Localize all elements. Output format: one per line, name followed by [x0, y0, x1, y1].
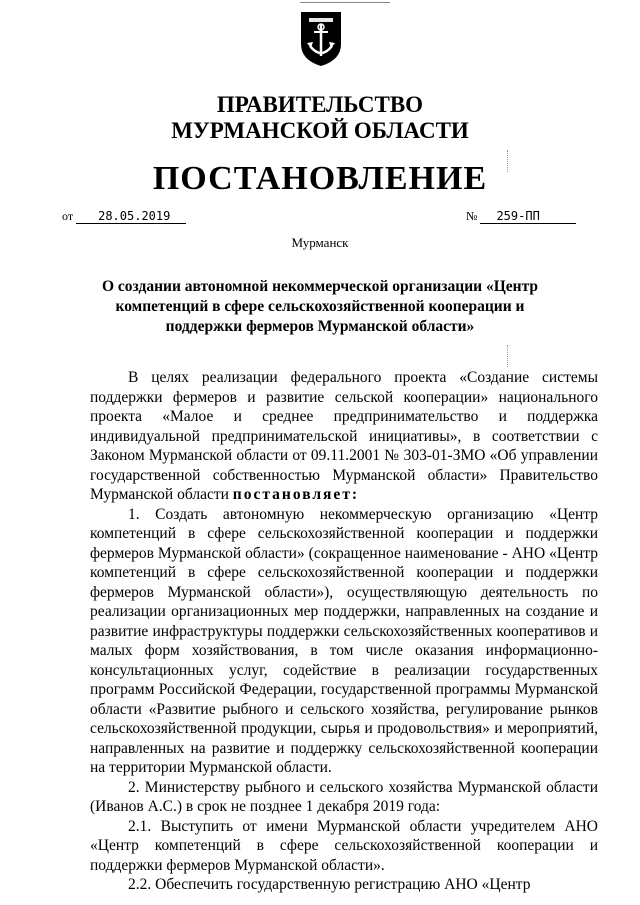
- date-row: [62, 209, 186, 224]
- org-name-line2: МУРМАНСКОЙ ОБЛАСТИ: [171, 118, 469, 143]
- document-number: 259-ПП: [480, 209, 576, 224]
- document-body: [90, 368, 598, 895]
- preamble-text: В целях реализации федерального проекта «Создание системы поддержки фермеров и развитие сельской кооперации» национального проекта «Малое и среднее предпринимательство и поддержка индивидуальной предпринимательской инициативы», в соответствии с Законом Мурманской области от 09.11.2001 № 303-01-ЗМО «Об управлении государственной собственностью Мурманской области» Правительство Мурманской области: [90, 369, 598, 503]
- margin-mark: [507, 150, 509, 172]
- top-rule: [300, 2, 390, 3]
- coat-of-arms-emblem: [297, 10, 345, 68]
- document-subject: О создании автономной некоммерческой организации «Центр компетенций в сфере сельскохозяйственной кооперации и поддержки фермеров Мурманской области»: [102, 278, 538, 335]
- document-type-title: ПОСТАНОВЛЕНИЕ: [152, 160, 488, 197]
- preamble-paragraph: [90, 368, 598, 505]
- paragraph-2: 2. Министерству рыбного и сельского хозяйства Мурманской области (Иванов А.С.) в срок не позднее 1 декабря 2019 года:: [90, 778, 598, 815]
- margin-mark: [507, 345, 509, 367]
- paragraph-1: 1. Создать автономную некоммерческую организацию «Центр компетенций в сфере сельскохозяйственной кооперации и поддержки фермеров Мурманской области» (сокращенное наименование - АНО «Центр компетенций в сфере сельскохозяйственной кооперации и поддержки фермеров Мурманской области»), осуществляющую деятельность по реализации организационных мер поддержки, направленных на создание и развитие инфраструктуры поддержки сельскохозяйственных кооперативов и малых форм хозяйствования, в том числе оказания информационно-консультационных услуг, содействие в реализации государственных программ Российской Федерации, государственной программы Мурманской области «Развитие рыбного и сельского хозяйства, регулирование рынков сельскохозяйственной продукции, сырья и продовольствия» и мероприятий, направленных на развитие и поддержку сельскохозяйственной кооперации на территории Мурманской области.: [90, 505, 598, 776]
- document-date: 28.05.2019: [76, 209, 186, 224]
- city-name: Мурманск: [291, 235, 349, 250]
- resolves-word: постановляет:: [232, 486, 360, 503]
- number-row: [466, 209, 576, 224]
- number-prefix: №: [466, 209, 478, 223]
- org-name-line1: ПРАВИТЕЛЬСТВО: [216, 92, 424, 117]
- paragraph-2-1: 2.1. Выступить от имени Мурманской области учредителем АНО «Центр компетенций в сфере сельскохозяйственной кооперации и поддержки фермеров Мурманской области».: [90, 817, 598, 874]
- paragraph-2-2: 2.2. Обеспечить государственную регистрацию АНО «Центр: [128, 876, 531, 893]
- date-prefix: от: [62, 209, 74, 223]
